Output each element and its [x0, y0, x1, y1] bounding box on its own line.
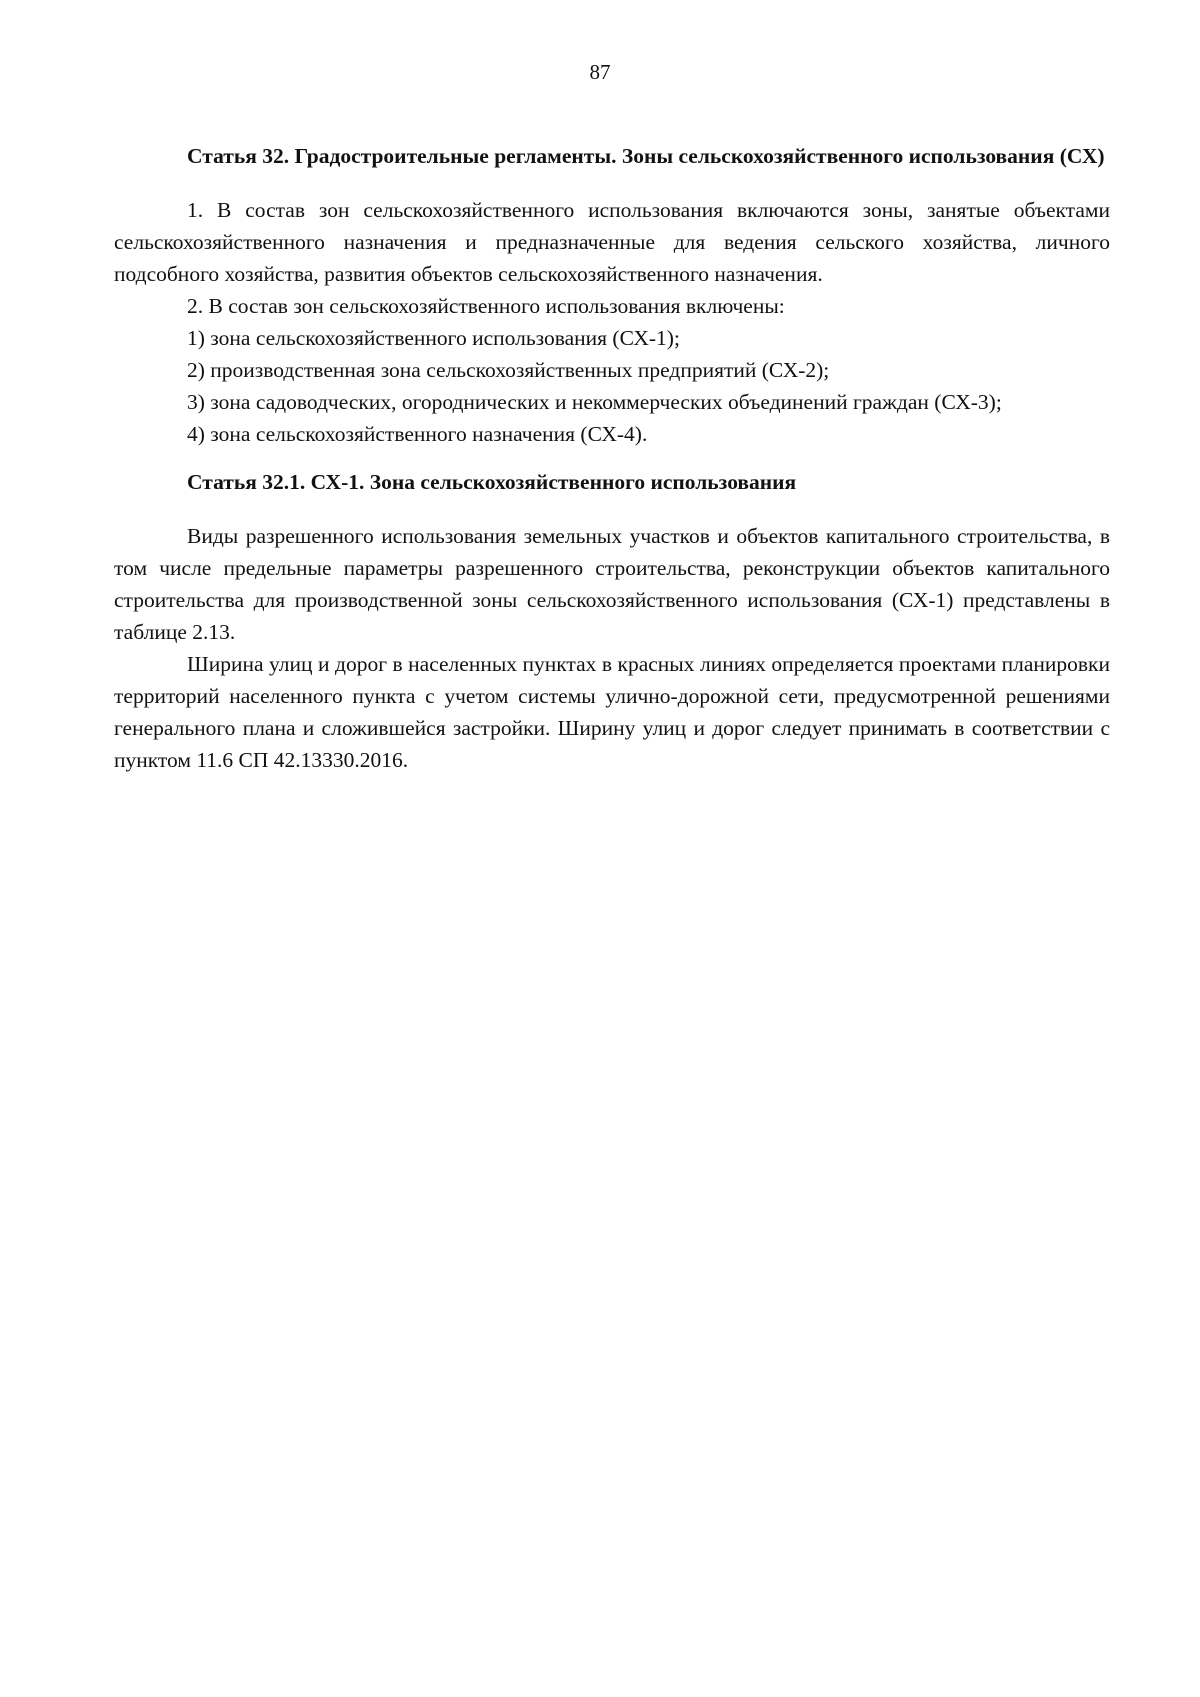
article-32-heading: Статья 32. Градостроительные регламенты. Зоны сельскохозяйственного использования (СХ)	[187, 144, 1105, 168]
document-body	[114, 140, 1110, 776]
article-32-list-item-4: 4) зона сельскохозяйственного назначения (СХ-4).	[187, 422, 648, 446]
article-32-1-paragraph-1: Виды разрешенного использования земельных участков и объектов капитального строительства, в том числе предельные параметры разрешенного строительства, реконструкции объектов капитального строительства для производственной зоны сельскохозяйственного использования (СХ-1) представлены в таблице 2.13.	[114, 524, 1110, 644]
article-32-list-item-2: 2) производственная зона сельскохозяйственных предприятий (СХ-2);	[187, 358, 830, 382]
article-32-paragraph-2: 2. В состав зон сельскохозяйственного использования включены:	[187, 294, 785, 318]
article-32-paragraph-1: 1. В состав зон сельскохозяйственного использования включаются зоны, занятые объектами сельскохозяйственного назначения и предназначенные для ведения сельского хозяйства, личного подсобного хозяйства, развития объектов сельскохозяйственного назначения.	[114, 198, 1110, 286]
article-32-1-paragraph-2: Ширина улиц и дорог в населенных пунктах в красных линиях определяется проектами планировки территорий населенного пункта с учетом системы улично-дорожной сети, предусмотренной решениями генерального плана и сложившейся застройки. Ширину улиц и дорог следует принимать в соответствии с пунктом 11.6 СП 42.13330.2016.	[114, 652, 1110, 772]
article-32-list-item-1: 1) зона сельскохозяйственного использования (СХ-1);	[187, 326, 680, 350]
article-32-list-item-3: 3) зона садоводческих, огороднических и некоммерческих объединений граждан (СХ-3);	[187, 390, 1002, 414]
article-32-1-heading: Статья 32.1. СХ-1. Зона сельскохозяйственного использования	[187, 470, 797, 494]
page-number: 87	[589, 60, 611, 84]
